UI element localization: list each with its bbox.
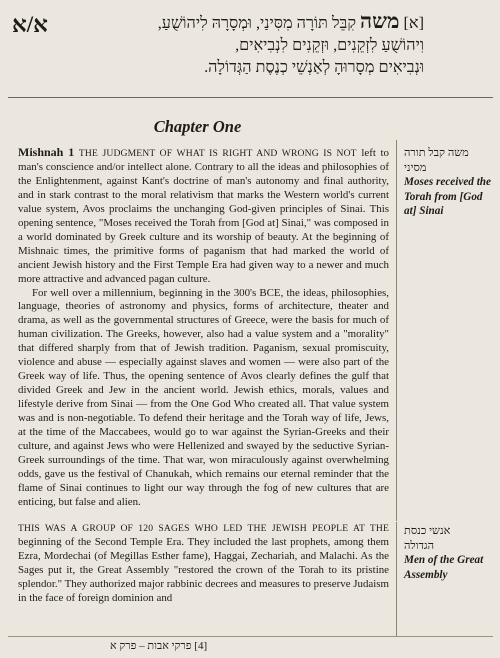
hebrew-line-3: וּנְבִיאִים מְסָרוּהָ לְאַנְשֵׁי כְנֶסֶת הַגְּדוֹלָה. [204,58,424,76]
gloss-1-hebrew-2: מסיני [404,161,427,174]
gloss-1-hebrew-1: משה קבל תורה [404,147,469,159]
footer-divider [8,636,493,637]
paragraph-3-caps: THIS WAS A GROUP OF 120 SAGES WHO LED THE JEWISH PEOPLE AT THE [18,523,389,534]
gloss-1-english: Moses received the Torah from [God at] Sinai [404,176,491,217]
gloss-2-hebrew-1: אנשי כנסת [404,525,451,537]
commentary-section-1 [18,146,389,510]
column-divider [396,140,397,521]
page-footer: [4] פרקי אבות – פרק א [110,640,208,652]
commentary-paragraph-1 [18,146,389,287]
commentary-section-2 [18,522,389,606]
hebrew-line-1-rest: קִבֵּל תּוֹרָה מִסִּינַי, וּמְסָרָהּ לִיהוֹשֻׁעַ, [157,14,356,32]
hebrew-line-1 [78,10,424,34]
column-divider-lower [396,522,397,637]
commentary-paragraph-3 [18,522,389,606]
gloss-2-english: Men of the Great Assembly [404,554,484,581]
mishnah-label: Mishnah 1 [18,145,75,159]
hebrew-line-2: וִיהוֹשֻׁעַ לִזְקֵנִים, וּזְקֵנִים לִנְבִיאִים, [235,36,424,54]
mishnah-number: [א] [403,14,424,32]
mishnah-marker: א/א [12,12,48,37]
gloss-2-hebrew-2: הגדולה [404,539,435,552]
paragraph-3-text: beginning of the Second Temple Era. They included the last prophets, among them Ezra, Mordechai (of Megillas Esther fame), Haggai, Zechariah, and Malachi. As the Sages put it, the Great Assembly "restored the crown of the Torah to its pristine splendor." They authorized major rabbinic decrees and measures to preserve Judaism in the face of foreign dominion and [18,535,389,604]
hebrew-opening-word: משה [360,9,400,33]
margin-gloss-1 [404,146,496,219]
chapter-title: Chapter One [153,117,242,136]
paragraph-1-caps: THE JUDGMENT OF WHAT IS RIGHT AND WRONG IS NOT [78,148,357,159]
hebrew-mishnah-text [78,10,424,78]
margin-gloss-2 [404,524,496,582]
commentary-paragraph-2: For well over a millennium, beginning in the 300's BCE, the ideas, philosophies, language, theories of astronomy and physics, forms of architecture, theater and drama, as well as the governmental structures of Greece, were the basis for much of human civilization. The Greeks, however, also had a value system and a "morality" that differed sharply from that of Jewish tradition. Paganism, sexual promiscuity, violence and abuse — especially against slaves and women — were also part of the Greek way of life. Thus, the opening sentence of Avos clearly defines the gulf that divided Greek and Jew in the ancient world. Jewish ethics, morals, values and lifestyle derive from Sinai — from the One God Who created all. That value system was and is non-negotiable. To defend their heritage and the Torah way of life, Jews, at the time of the Maccabees, would go to war against the Syrian-Greeks and their culture, and against Jews who were Hellenized and swayed by the seductive Syrian-Greek surroundings of the time. That war, won miraculously against overwhelming odds, gave us the festival of Chanukah, which remains our eternal reminder that the flame of Sinai continues to light our way through the fog of new cultures that are enticing, but false and alien. [18,286,389,508]
paragraph-1-text: left to man's conscience and/or intellect alone. Contrary to all the ideas and philosophies of the Enlightenment, against Kant's doctrine of man's autonomy and final authority, and in stark contrast to the moral relativism that marks the Western world's current value system, Avos proclaims the unchanging God-given principles of Sinai. This opening sentence, "Moses received the Torah from [God at] Sinai," was composed in a world dominated by Greek culture and its worship of beauty. At the beginning of Mishnaic times, the primitive forms of paganism that had marked the world of ancient Jewish history and the First Temple Era had given way to a newer and much more attractive and advanced pagan culture. [18,147,389,285]
header-divider [8,97,493,98]
